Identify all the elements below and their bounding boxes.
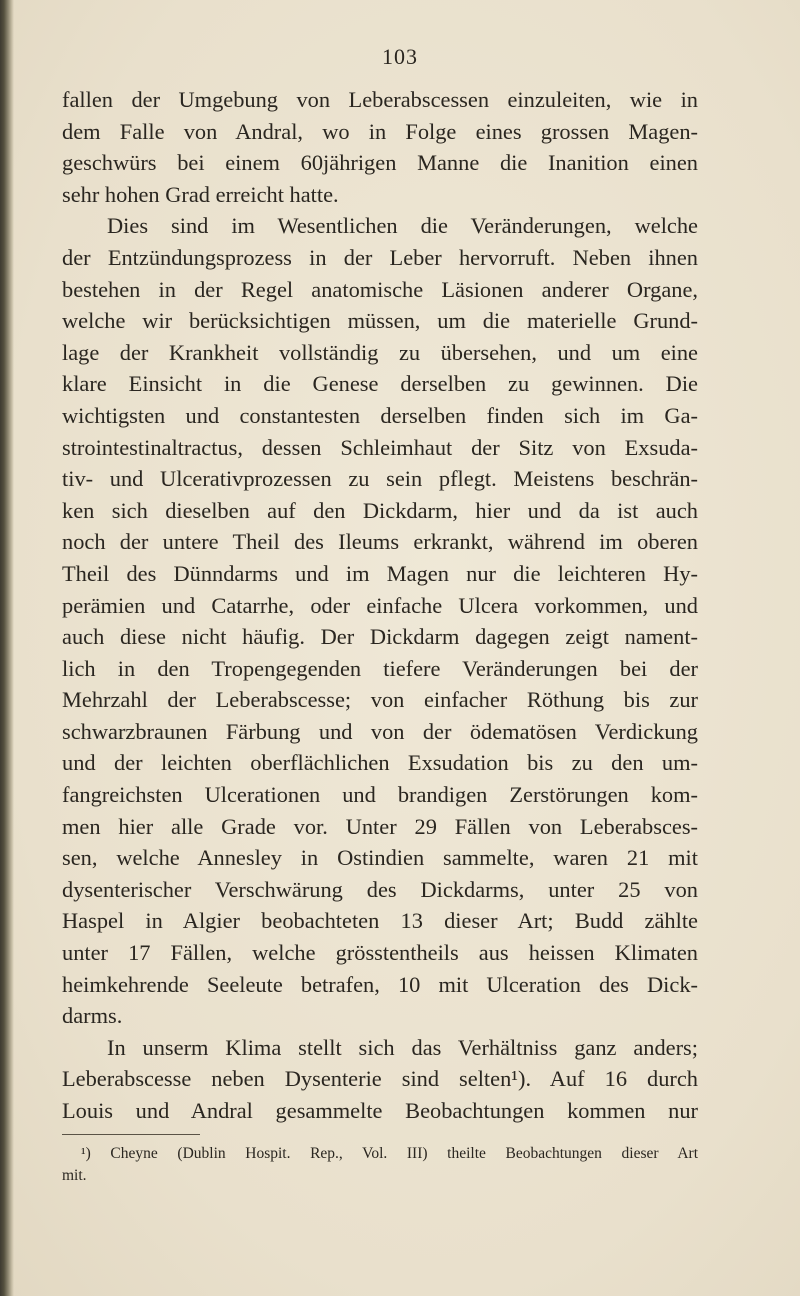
text-line: heimkehrende Seeleute betrafen, 10 mit Ulceration des Dick-: [62, 971, 698, 997]
text-line: welche wir berücksichtigen müssen, um die materielle Grund-: [62, 308, 698, 334]
text-line: der Entzündungsprozess in der Leber hervorruft. Neben ihnen: [62, 244, 698, 270]
book-binding-edge: [0, 0, 14, 1296]
text-line: unter 17 Fällen, welche grösstentheils aus heissen Klimaten: [62, 940, 698, 966]
text-line: perämien und Catarrhe, oder einfache Ulcera vorkommen, und: [62, 592, 698, 618]
text-line: lich in den Tropengegenden tiefere Veränderungen bei der: [62, 655, 698, 681]
text-line: Louis und Andral gesammelte Beobachtungen kommen nur: [62, 1098, 698, 1123]
text-line: Theil des Dünndarms und im Magen nur die leichteren Hy-: [62, 560, 698, 586]
text-line: fallen der Umgebung von Leberabscessen einzuleiten, wie in: [62, 87, 698, 112]
text-line: Leberabscesse neben Dysenterie sind selten¹). Auf 16 durch: [62, 1066, 698, 1092]
footnote-line: mit.: [62, 1167, 87, 1184]
text-line: und der leichten oberflächlichen Exsudation bis zu den um-: [62, 750, 698, 776]
footnote-divider: [62, 1134, 200, 1135]
text-line: wichtigsten und constantesten derselben finden sich im Ga-: [62, 402, 698, 428]
text-line: klare Einsicht in die Genese derselben zu gewinnen. Die: [62, 371, 698, 397]
text-line: men hier alle Grade vor. Unter 29 Fällen von Leberabsces-: [62, 813, 698, 839]
footnote-line: ¹) Cheyne (Dublin Hospit. Rep., Vol. III) theilte Beobachtungen dieser Art: [81, 1145, 698, 1162]
text-line: fangreichsten Ulcerationen und brandigen Zerstörungen kom-: [62, 782, 698, 808]
text-line: Dies sind im Wesentlichen die Veränderungen, welche: [107, 213, 698, 239]
text-line: lage der Krankheit vollständig zu übersehen, und um eine: [62, 339, 698, 365]
text-line: auch diese nicht häufig. Der Dickdarm dagegen zeigt nament-: [62, 624, 698, 650]
text-line: Haspel in Algier beobachteten 13 dieser Art; Budd zählte: [62, 908, 698, 934]
text-line: schwarzbraunen Färbung und von der ödematösen Verdickung: [62, 718, 698, 744]
text-line: tiv- und Ulcerativprozessen zu sein pflegt. Meistens beschrän-: [62, 466, 698, 492]
text-line: sen, welche Annesley in Ostindien sammelte, waren 21 mit: [62, 845, 698, 871]
text-line: dem Falle von Andral, wo in Folge eines grossen Magen-: [62, 118, 698, 144]
text-line: bestehen in der Regel anatomische Läsionen anderer Organe,: [62, 276, 698, 302]
footnote: [62, 1143, 698, 1187]
text-line: strointestinaltractus, dessen Schleimhaut der Sitz von Exsuda-: [62, 434, 698, 460]
text-line: dysenterischer Verschwärung des Dickdarms, unter 25 von: [62, 876, 698, 902]
page-number: 103: [382, 44, 418, 69]
body-text: [62, 84, 698, 1127]
text-line: geschwürs bei einem 60jährigen Manne die Inanition einen: [62, 150, 698, 176]
text-line: darms.: [62, 1003, 123, 1029]
text-line: noch der untere Theil des Ileums erkrankt, während im oberen: [62, 529, 698, 555]
text-line: In unserm Klima stellt sich das Verhältniss ganz anders;: [107, 1034, 698, 1060]
text-line: sehr hohen Grad erreicht hatte.: [62, 181, 339, 207]
text-line: ken sich dieselben auf den Dickdarm, hier und da ist auch: [62, 497, 698, 523]
text-line: Mehrzahl der Leberabscesse; von einfacher Röthung bis zur: [62, 687, 698, 713]
